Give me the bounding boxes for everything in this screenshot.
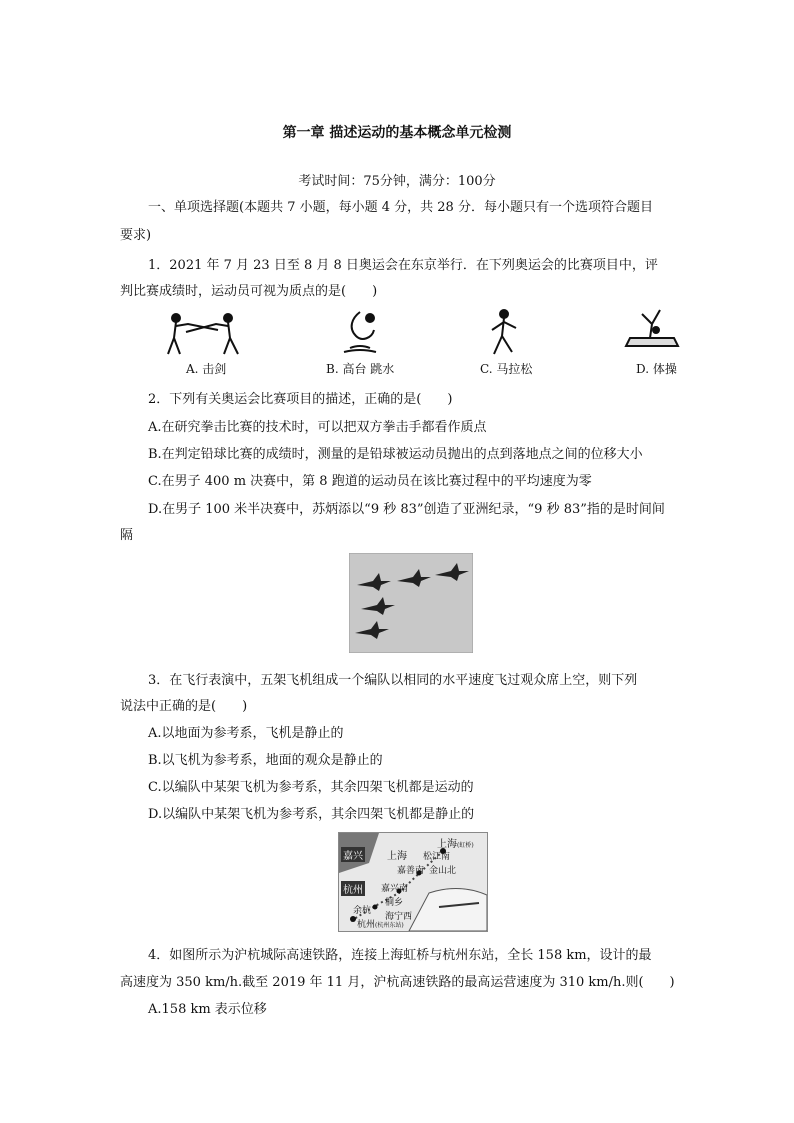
q2-option-d: D.在男子 100 米半决赛中，苏炳添以“9 秒 83”创造了亚洲纪录，“9 秒 83”指的是时间间 [148, 502, 665, 517]
q3-option-d: D.以编队中某架飞机为参考系，其余四架飞机都是静止的 [148, 807, 475, 822]
q3-option-c: C.以编队中某架飞机为参考系，其余四架飞机都是运动的 [148, 780, 474, 795]
map-label-jinshanbei: 金山北 [429, 866, 457, 876]
map-label-hangzhou: 杭州 [341, 881, 365, 896]
q2-option-a: A.在研究拳击比赛的技术时，可以把双方拳击手都看作质点 [148, 420, 487, 435]
q1-option-d: D. 体操 [636, 362, 677, 376]
fencing-figure [158, 310, 248, 358]
q2-stem: 2．下列有关奥运会比赛项目的描述，正确的是( ) [148, 392, 453, 407]
section-heading-cont: 要求) [120, 228, 152, 243]
map-label-hangzhou-east: 杭州(杭州东站) [357, 920, 404, 930]
map-label-yuhang: 余杭 [353, 906, 372, 916]
q1-stem-cont: 判比赛成绩时，运动员可视为质点的是( ) [120, 284, 378, 299]
q3-option-b: B.以飞机为参考系，地面的观众是静止的 [148, 753, 383, 768]
q4-stem: 4．如图所示为沪杭城际高速铁路，连接上海虹桥与杭州东站，全长 158 km，设计的最 [148, 948, 652, 963]
formation-photo [349, 553, 473, 653]
map-label-jiashannan: 嘉善南 [397, 866, 425, 876]
map-label-jiaxingnan: 嘉兴南 [381, 884, 409, 894]
q3-option-a: A.以地面为参考系，飞机是静止的 [148, 726, 344, 741]
gymnastics-figure [620, 306, 684, 358]
q1-option-b: B. 高台 跳水 [326, 362, 395, 376]
railway-map [338, 832, 488, 932]
q3-stem-cont: 说法中正确的是( ) [120, 699, 248, 714]
q2-option-c: C.在男子 400 m 决赛中，第 8 跑道的运动员在该比赛过程中的平均速度为零 [148, 474, 592, 489]
marathon-figure [484, 308, 524, 358]
section-heading: 一、单项选择题(本题共 7 小题，每小题 4 分，共 28 分．每小题只有一个选项符合题目 [148, 200, 653, 215]
map-label-shanghai: 上海 [387, 851, 407, 862]
map-label-jiaxing: 嘉兴 [341, 847, 365, 862]
map-label-hainingxi: 海宁西 [385, 912, 413, 922]
q2-option-d-cont: 隔 [120, 528, 134, 543]
q2-option-b: B.在判定铅球比赛的成绩时，测量的是铅球被运动员抛出的点到落地点之间的位移大小 [148, 447, 643, 462]
page-title: 第一章 描述运动的基本概念单元检测 [282, 125, 512, 141]
q4-stem-cont: 高速度为 350 km/h.截至 2019 年 11 月，沪杭高速铁路的最高运营速度为 310 km/h.则( ) [120, 975, 675, 990]
q1-stem: 1．2021 年 7 月 23 日至 8 月 8 日奥运会在东京举行．在下列奥运会的比赛项目中，评 [148, 258, 658, 273]
q3-stem: 3．在飞行表演中，五架飞机组成一个编队以相同的水平速度飞过观众席上空，则下列 [148, 673, 638, 688]
q4-option-a: A.158 km 表示位移 [148, 1002, 267, 1017]
map-label-songjiangnan: 松江南 [423, 852, 451, 862]
diving-figure [330, 308, 390, 358]
q1-option-c: C. 马拉松 [480, 362, 533, 376]
q1-option-a: A. 击剑 [186, 362, 227, 376]
exam-info: 考试时间：75分钟，满分：100分 [298, 174, 496, 189]
map-label-shanghai-hq: 上海(虹桥) [437, 839, 474, 850]
map-label-tongxiang: 桐乡 [385, 898, 404, 908]
